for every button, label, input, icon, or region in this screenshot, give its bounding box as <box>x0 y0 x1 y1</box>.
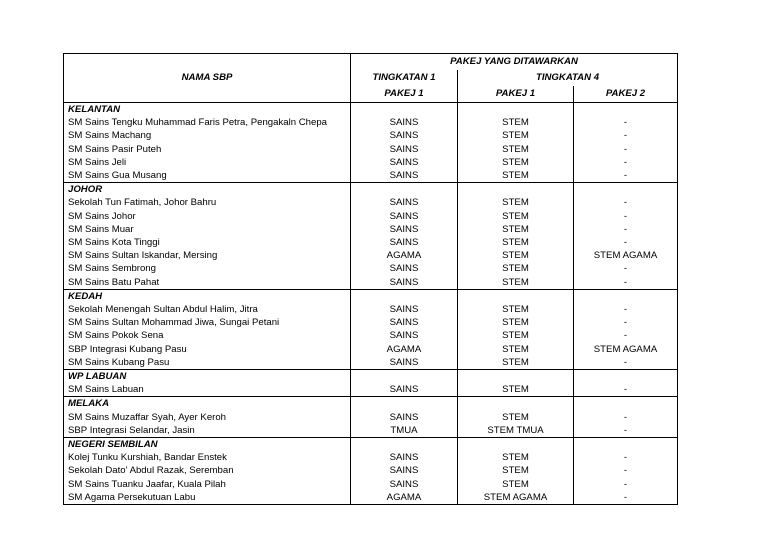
tingkatan1-pakej1-cell: SAINS <box>351 451 458 464</box>
tingkatan1-pakej1-cell: SAINS <box>351 276 458 290</box>
tingkatan4-pakej1-cell: STEM <box>458 262 574 275</box>
tingkatan1-pakej1-cell: SAINS <box>351 210 458 223</box>
table-row <box>64 424 678 438</box>
tingkatan1-pakej1-cell: SAINS <box>351 236 458 249</box>
table-row <box>64 491 678 505</box>
tingkatan4-pakej1-cell: STEM <box>458 116 574 129</box>
school-name: SM Sains Tuanku Jaafar, Kuala Pilah <box>64 478 351 491</box>
tingkatan4-pakej2-cell: - <box>574 383 678 397</box>
tingkatan4-pakej2-cell: - <box>574 464 678 477</box>
tingkatan4-pakej1-cell: STEM <box>458 303 574 316</box>
tingkatan4-pakej1-cell: STEM <box>458 143 574 156</box>
tingkatan1-pakej1-cell: SAINS <box>351 464 458 477</box>
sbp-table-sheet <box>63 53 677 505</box>
table-row <box>64 451 678 464</box>
empty-cell <box>351 370 458 384</box>
header-pakej-ditawarkan: PAKEJ YANG DITAWARKAN <box>351 54 678 71</box>
empty-cell <box>458 397 574 411</box>
tingkatan4-pakej2-cell: - <box>574 356 678 370</box>
empty-cell <box>351 183 458 197</box>
tingkatan1-pakej1-cell: SAINS <box>351 329 458 342</box>
tingkatan4-pakej2-cell: STEM AGAMA <box>574 343 678 356</box>
table-row <box>64 210 678 223</box>
tingkatan4-pakej1-cell: STEM <box>458 329 574 342</box>
state-name: JOHOR <box>64 183 351 197</box>
empty-cell <box>458 183 574 197</box>
table-row <box>64 156 678 169</box>
tingkatan4-pakej2-cell: - <box>574 451 678 464</box>
header-t4-pakej-1: PAKEJ 1 <box>458 86 574 103</box>
school-name: SM Sains Pasir Puteh <box>64 143 351 156</box>
tingkatan1-pakej1-cell: SAINS <box>351 478 458 491</box>
table-row <box>64 143 678 156</box>
table-row <box>64 276 678 290</box>
table-row <box>64 116 678 129</box>
state-row <box>64 397 678 411</box>
empty-cell <box>574 397 678 411</box>
table-row <box>64 356 678 370</box>
school-name: Sekolah Tun Fatimah, Johor Bahru <box>64 196 351 209</box>
tingkatan4-pakej2-cell: STEM AGAMA <box>574 249 678 262</box>
school-name: Sekolah Menengah Sultan Abdul Halim, Jitra <box>64 303 351 316</box>
tingkatan1-pakej1-cell: SAINS <box>351 156 458 169</box>
state-name: KELANTAN <box>64 103 351 117</box>
school-name: SM Sains Labuan <box>64 383 351 397</box>
table-row <box>64 262 678 275</box>
header-tingkatan-4: TINGKATAN 4 <box>458 70 678 86</box>
tingkatan4-pakej1-cell: STEM <box>458 356 574 370</box>
tingkatan1-pakej1-cell: AGAMA <box>351 491 458 505</box>
tingkatan4-pakej1-cell: STEM AGAMA <box>458 491 574 505</box>
empty-cell <box>574 183 678 197</box>
tingkatan4-pakej1-cell: STEM <box>458 464 574 477</box>
header-t4-pakej-2: PAKEJ 2 <box>574 86 678 103</box>
tingkatan4-pakej1-cell: STEM <box>458 223 574 236</box>
table-row <box>64 223 678 236</box>
tingkatan4-pakej2-cell: - <box>574 491 678 505</box>
tingkatan1-pakej1-cell: SAINS <box>351 356 458 370</box>
empty-cell <box>574 370 678 384</box>
table-row <box>64 236 678 249</box>
table-row <box>64 478 678 491</box>
tingkatan4-pakej1-cell: STEM <box>458 383 574 397</box>
school-name: SM Sains Muar <box>64 223 351 236</box>
table-row <box>64 411 678 424</box>
tingkatan1-pakej1-cell: AGAMA <box>351 343 458 356</box>
school-name: SM Sains Jeli <box>64 156 351 169</box>
header-t1-pakej-1: PAKEJ 1 <box>351 86 458 103</box>
tingkatan4-pakej1-cell: STEM <box>458 156 574 169</box>
tingkatan1-pakej1-cell: SAINS <box>351 223 458 236</box>
school-name: SM Sains Batu Pahat <box>64 276 351 290</box>
school-name: SM Sains Johor <box>64 210 351 223</box>
tingkatan4-pakej1-cell: STEM <box>458 316 574 329</box>
tingkatan4-pakej2-cell: - <box>574 478 678 491</box>
empty-cell <box>458 289 574 303</box>
school-name: SBP Integrasi Kubang Pasu <box>64 343 351 356</box>
tingkatan4-pakej2-cell: - <box>574 156 678 169</box>
tingkatan4-pakej1-cell: STEM <box>458 276 574 290</box>
table-body <box>64 103 678 505</box>
tingkatan1-pakej1-cell: TMUA <box>351 424 458 438</box>
table-row <box>64 316 678 329</box>
header-nama-sbp: NAMA SBP <box>64 54 351 103</box>
school-name: SM Sains Sultan Iskandar, Mersing <box>64 249 351 262</box>
empty-cell <box>574 289 678 303</box>
school-name: SM Sains Pokok Sena <box>64 329 351 342</box>
tingkatan1-pakej1-cell: SAINS <box>351 303 458 316</box>
tingkatan1-pakej1-cell: SAINS <box>351 316 458 329</box>
tingkatan1-pakej1-cell: AGAMA <box>351 249 458 262</box>
tingkatan4-pakej1-cell: STEM TMUA <box>458 424 574 438</box>
tingkatan4-pakej2-cell: - <box>574 329 678 342</box>
table-row <box>64 303 678 316</box>
tingkatan4-pakej1-cell: STEM <box>458 249 574 262</box>
empty-cell <box>574 438 678 452</box>
tingkatan1-pakej1-cell: SAINS <box>351 262 458 275</box>
tingkatan4-pakej2-cell: - <box>574 210 678 223</box>
empty-cell <box>458 370 574 384</box>
sbp-table <box>63 53 678 505</box>
school-name: SM Sains Muzaffar Syah, Ayer Keroh <box>64 411 351 424</box>
empty-cell <box>351 103 458 117</box>
state-name: WP LABUAN <box>64 370 351 384</box>
state-name: MELAKA <box>64 397 351 411</box>
school-name: SM Sains Kota Tinggi <box>64 236 351 249</box>
tingkatan1-pakej1-cell: SAINS <box>351 196 458 209</box>
tingkatan4-pakej1-cell: STEM <box>458 411 574 424</box>
tingkatan4-pakej2-cell: - <box>574 196 678 209</box>
state-name: NEGERI SEMBILAN <box>64 438 351 452</box>
empty-cell <box>458 103 574 117</box>
school-name: SM Sains Kubang Pasu <box>64 356 351 370</box>
tingkatan4-pakej2-cell: - <box>574 129 678 142</box>
tingkatan4-pakej2-cell: - <box>574 169 678 183</box>
school-name: SM Sains Gua Musang <box>64 169 351 183</box>
tingkatan4-pakej1-cell: STEM <box>458 196 574 209</box>
tingkatan1-pakej1-cell: SAINS <box>351 143 458 156</box>
school-name: Sekolah Dato' Abdul Razak, Seremban <box>64 464 351 477</box>
empty-cell <box>351 438 458 452</box>
empty-cell <box>351 289 458 303</box>
state-row <box>64 438 678 452</box>
table-row <box>64 249 678 262</box>
tingkatan4-pakej1-cell: STEM <box>458 343 574 356</box>
tingkatan1-pakej1-cell: SAINS <box>351 116 458 129</box>
school-name: SM Sains Sultan Mohammad Jiwa, Sungai Petani <box>64 316 351 329</box>
tingkatan4-pakej1-cell: STEM <box>458 451 574 464</box>
tingkatan1-pakej1-cell: SAINS <box>351 129 458 142</box>
tingkatan4-pakej2-cell: - <box>574 316 678 329</box>
tingkatan4-pakej1-cell: STEM <box>458 478 574 491</box>
tingkatan4-pakej1-cell: STEM <box>458 236 574 249</box>
tingkatan4-pakej2-cell: - <box>574 424 678 438</box>
empty-cell <box>574 103 678 117</box>
tingkatan4-pakej2-cell: - <box>574 236 678 249</box>
header-tingkatan-1: TINGKATAN 1 <box>351 70 458 86</box>
tingkatan4-pakej2-cell: - <box>574 116 678 129</box>
tingkatan4-pakej2-cell: - <box>574 276 678 290</box>
state-row <box>64 103 678 117</box>
table-row <box>64 169 678 183</box>
table-row <box>64 129 678 142</box>
state-row <box>64 289 678 303</box>
table-row <box>64 196 678 209</box>
tingkatan1-pakej1-cell: SAINS <box>351 411 458 424</box>
tingkatan1-pakej1-cell: SAINS <box>351 169 458 183</box>
state-row <box>64 370 678 384</box>
tingkatan4-pakej2-cell: - <box>574 303 678 316</box>
table-row <box>64 464 678 477</box>
empty-cell <box>351 397 458 411</box>
tingkatan1-pakej1-cell: SAINS <box>351 383 458 397</box>
table-row <box>64 329 678 342</box>
state-row <box>64 183 678 197</box>
table-row <box>64 383 678 397</box>
school-name: SBP Integrasi Selandar, Jasin <box>64 424 351 438</box>
state-name: KEDAH <box>64 289 351 303</box>
tingkatan4-pakej2-cell: - <box>574 411 678 424</box>
school-name: SM Sains Tengku Muhammad Faris Petra, Pengakaln Chepa <box>64 116 351 129</box>
school-name: SM Sains Machang <box>64 129 351 142</box>
tingkatan4-pakej1-cell: STEM <box>458 210 574 223</box>
school-name: Kolej Tunku Kurshiah, Bandar Enstek <box>64 451 351 464</box>
tingkatan4-pakej1-cell: STEM <box>458 129 574 142</box>
tingkatan4-pakej2-cell: - <box>574 223 678 236</box>
empty-cell <box>458 438 574 452</box>
tingkatan4-pakej2-cell: - <box>574 262 678 275</box>
tingkatan4-pakej2-cell: - <box>574 143 678 156</box>
school-name: SM Sains Sembrong <box>64 262 351 275</box>
table-row <box>64 343 678 356</box>
school-name: SM Agama Persekutuan Labu <box>64 491 351 505</box>
tingkatan4-pakej1-cell: STEM <box>458 169 574 183</box>
